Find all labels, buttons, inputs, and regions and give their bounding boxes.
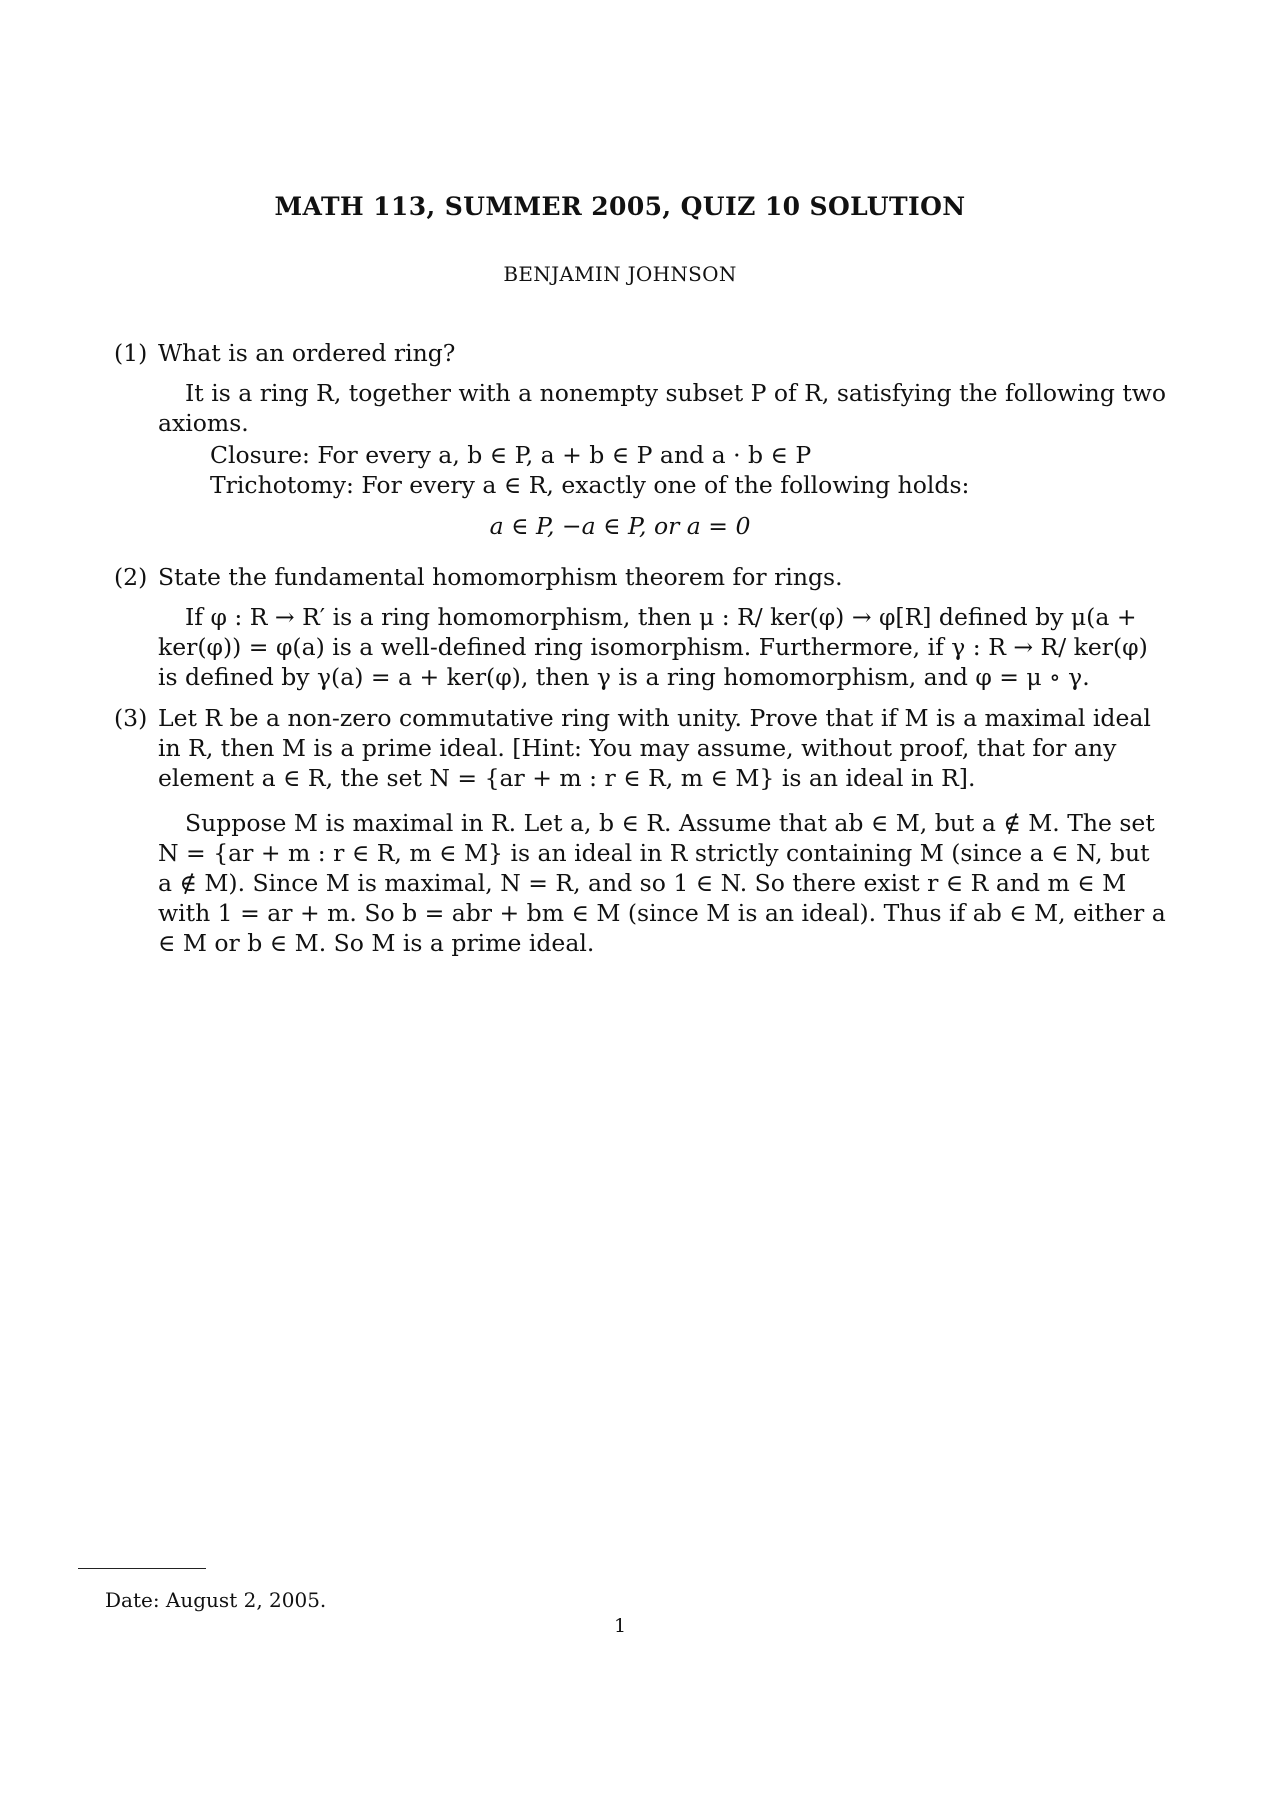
- closure-axiom: Closure: For every a, b ∈ P, a + b ∈ P and a · b ∈ P: [210, 441, 812, 469]
- question-number: (1): [114, 339, 148, 367]
- question-2: [114, 562, 1170, 592]
- document-title: MATH 113, SUMMER 2005, QUIZ 10 SOLUTION: [274, 192, 966, 221]
- answer-1: It is a ring R, together with a nonempty subset P of R, satisfying the following two axioms.: [158, 379, 1167, 437]
- trichotomy-axiom: Trichotomy: For every a ∈ R, exactly one of the following holds:: [210, 471, 970, 499]
- answer-2: If φ : R → R′ is a ring homomorphism, then μ : R/ ker(φ) → φ[R] defined by μ(a + ker(φ)) = φ(a) is a well-defined ring isomorphism. Furthermore, if γ : R → R/ ker(φ) is defined by γ(a) = a + ker(φ), then γ is a ring homomorphism, and φ = μ ∘ γ.: [158, 603, 1148, 691]
- question-text: State the fundamental homomorphism theorem for rings.: [158, 563, 843, 591]
- question-3: [114, 703, 1170, 793]
- question-1: [114, 338, 1170, 368]
- answer-3: Suppose M is maximal in R. Let a, b ∈ R. Assume that ab ∈ M, but a ∉ M. The set N = {ar + m : r ∈ R, m ∈ M} is an ideal in R strictly containing M (since a ∈ N, but a ∉ M). Since M is maximal, N = R, and so 1 ∈ N. So there exist r ∈ R and m ∈ M with 1 = ar + m. So b = abr + bm ∈ M (since M is an ideal). Thus if ab ∈ M, either a ∈ M or b ∈ M. So M is a prime ideal.: [158, 809, 1166, 957]
- question-number: (2): [114, 563, 148, 591]
- question-number: (3): [114, 704, 148, 732]
- document-author: BENJAMIN JOHNSON: [503, 262, 737, 286]
- footnote-rule: [78, 1568, 206, 1569]
- question-text: What is an ordered ring?: [158, 339, 456, 367]
- footnote-date: Date: August 2, 2005.: [105, 1588, 327, 1612]
- page-number: 1: [613, 1615, 627, 1637]
- question-text: Let R be a non-zero commutative ring with unity. Prove that if M is a maximal ideal in R, then M is a prime ideal. [Hint: You may assume, without proof, that for any element a ∈ R, the set N = {ar + m : r ∈ R, m ∈ M} is an ideal in R].: [158, 704, 1151, 792]
- trichotomy-display: a ∈ P, −a ∈ P, or a = 0: [489, 512, 751, 540]
